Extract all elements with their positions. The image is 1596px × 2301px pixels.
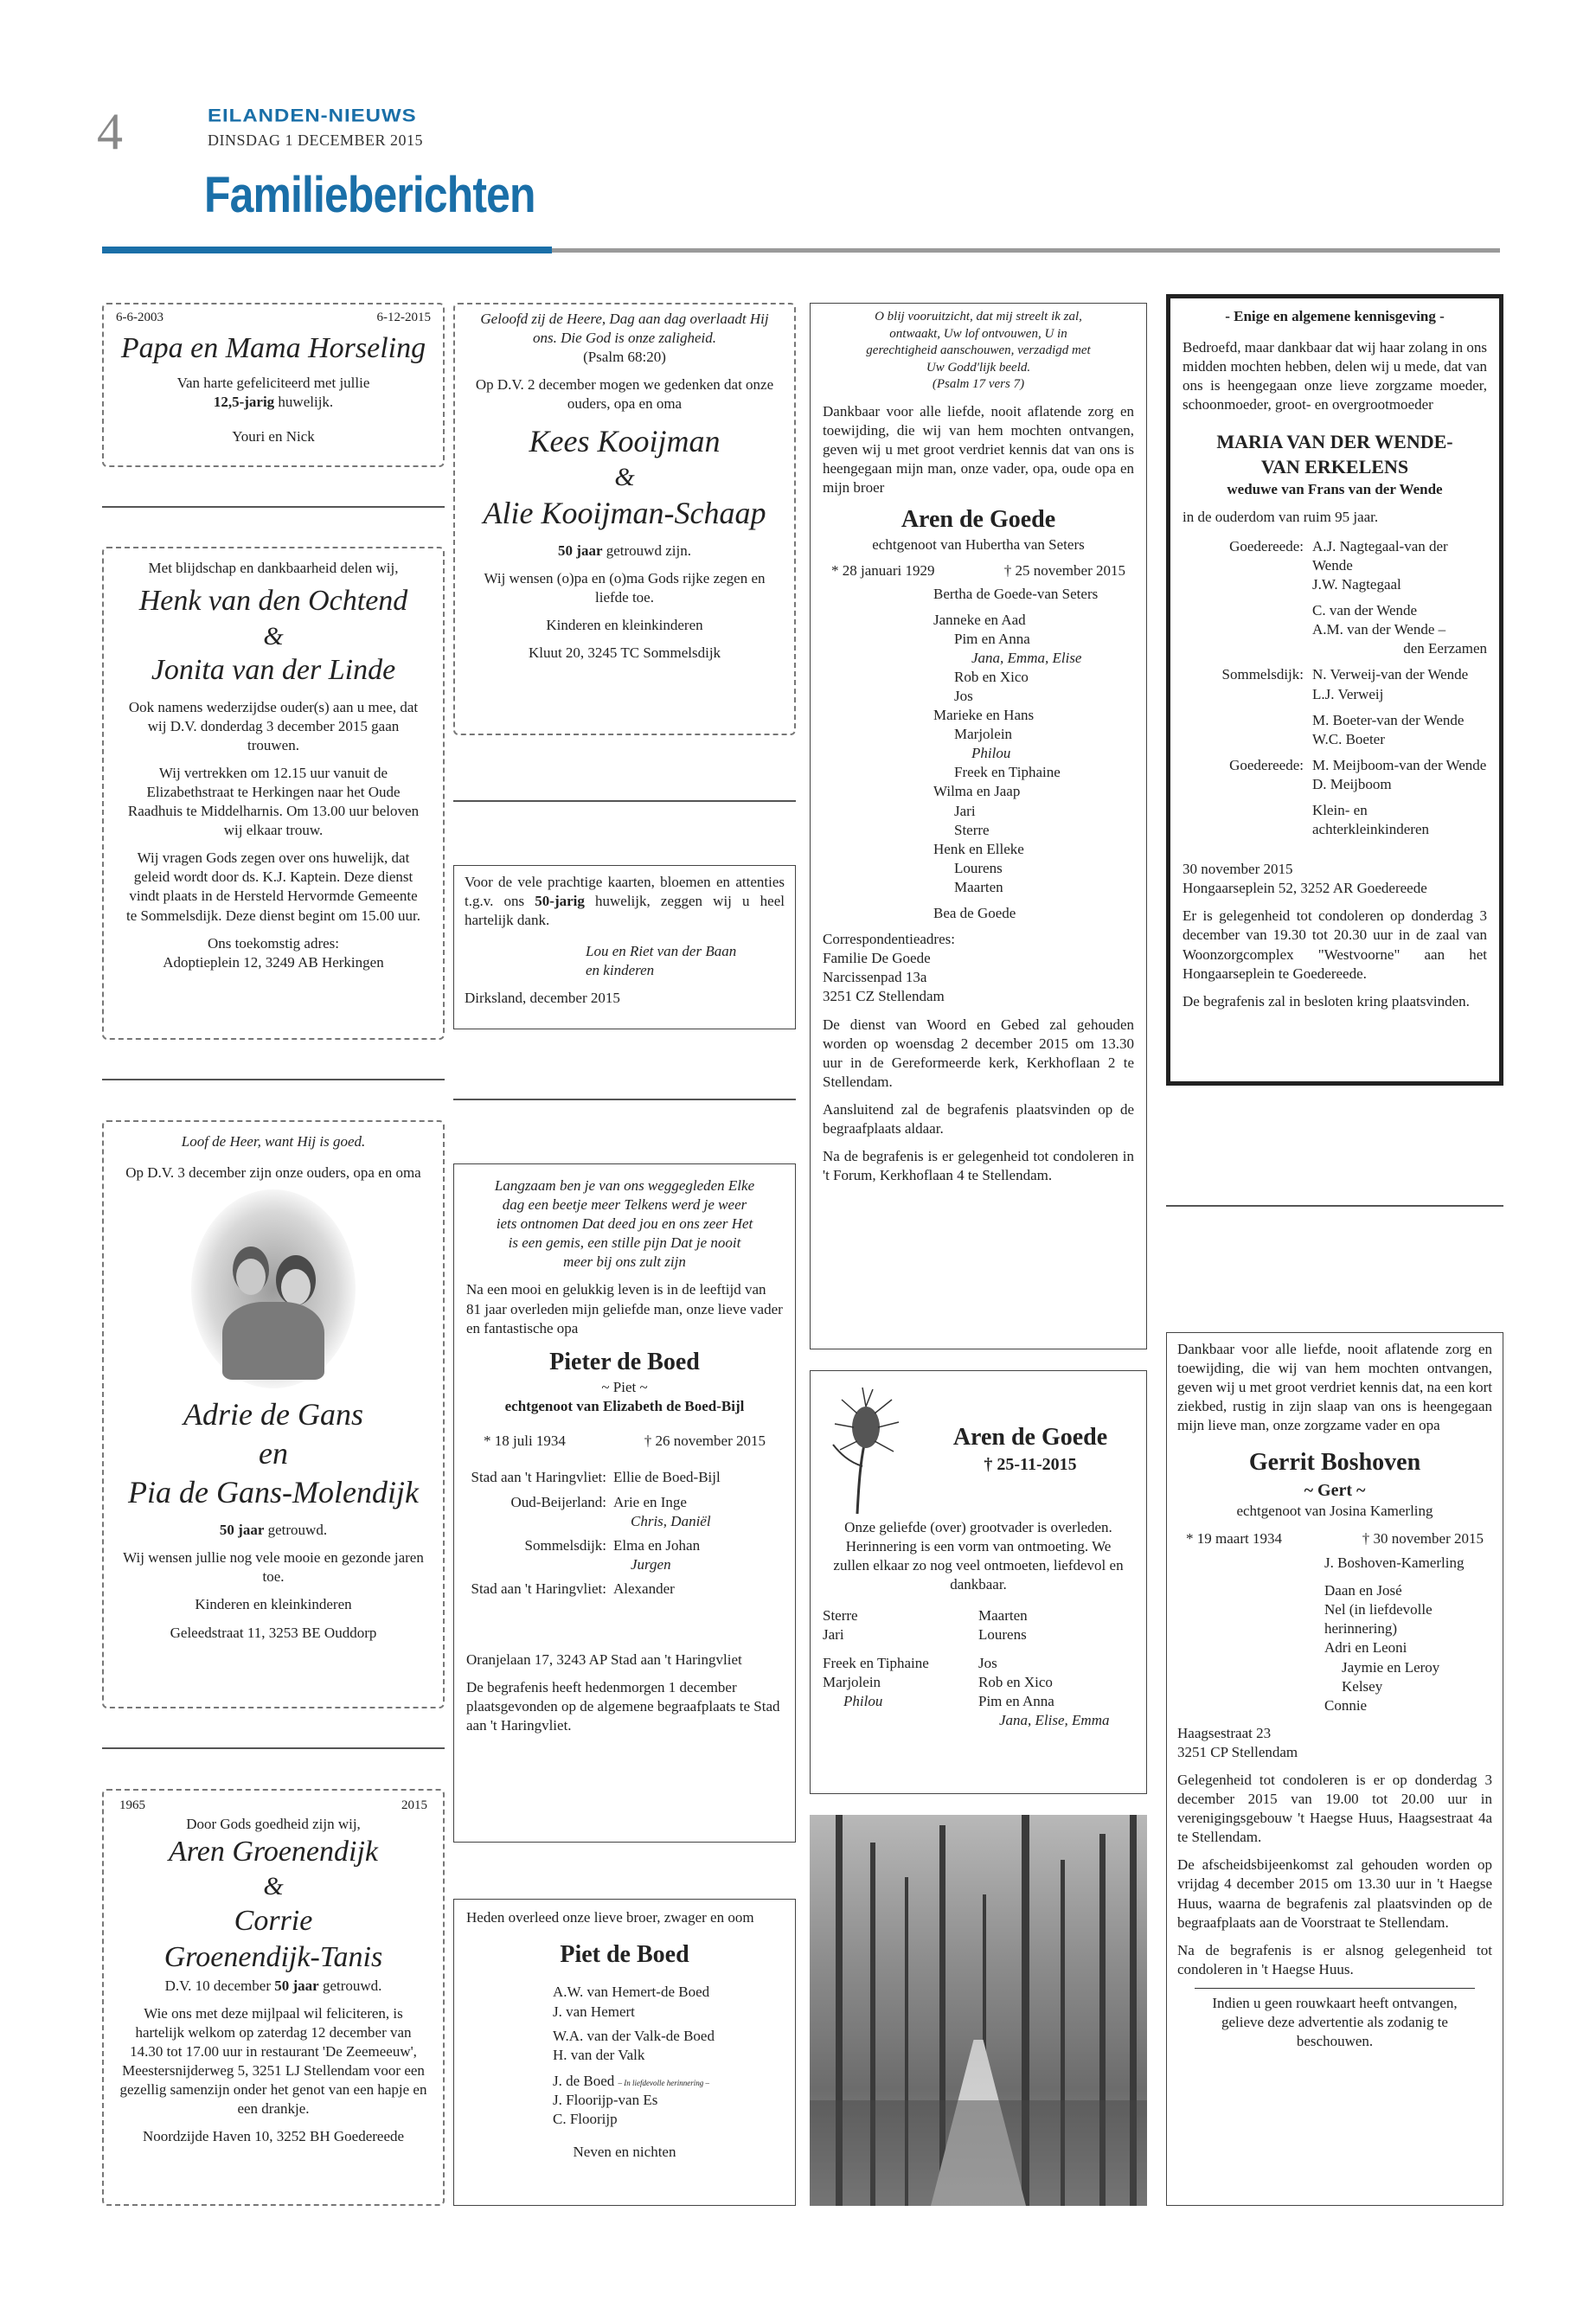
family-place: Stad aan 't Haringvliet: — [471, 1469, 606, 1486]
ad-verse-ref: (Psalm 17 vers 7) — [932, 377, 1025, 391]
family-member: Janneke en Aad — [933, 611, 1026, 628]
deceased-name: Gerrit Boshoven — [1248, 1449, 1421, 1477]
ad-signature: Lou en Riet van der Baan — [586, 943, 737, 960]
family-member: Freek en Tiphaine — [954, 764, 1061, 781]
ad-address: Geleedstraat 11, 3253 BE Ouddorp — [170, 1624, 377, 1641]
corr-line: Familie De Goede — [823, 950, 931, 967]
ad-name-2: Alie Kooijman-Schaap — [483, 495, 766, 530]
family-member: J. Floorijp-van Es — [553, 2091, 658, 2108]
ad-heading: - Enige en algemene kennisgeving - — [1225, 308, 1445, 324]
ad-signature: Neven en nichten — [573, 2144, 676, 2161]
ad-text: huwelijk, zeggen wij u heel hartelijk dank. — [465, 893, 785, 929]
family-member: Lourens — [954, 859, 1003, 876]
family-place: Sommelsdijk: — [524, 1536, 606, 1554]
ad-text: getrouwd. — [322, 1977, 382, 1994]
ad-degans — [102, 1120, 445, 1708]
ad-van-der-wende — [1166, 294, 1503, 1086]
family-member: Daan en José — [1324, 1582, 1402, 1599]
family-member: Henk en Elleke — [933, 840, 1024, 857]
ad-aren-de-goede — [810, 303, 1147, 1349]
ad-paragraph: Wij vertrekken om 12.15 uur vanuit de Elizabethstraat te Herkingen naar het Oude Raadhuis te Middelharnis. Om 13.00 uur beloven wij elkaar trouw. — [127, 764, 420, 839]
death-date: † 25-11-2015 — [984, 1455, 1077, 1475]
ad-years: 50-jarig — [535, 893, 585, 910]
ad-intro: Heden overleed onze lieve broer, zwager en oom — [466, 1909, 754, 1926]
family-member: H. van der Valk — [553, 2046, 645, 2063]
family-member: Bertha de Goede-van Seters — [933, 585, 1099, 602]
family-names: Klein- en achterkleinkinderen — [1312, 801, 1429, 838]
divider — [102, 1079, 445, 1080]
ad-wedding — [102, 547, 445, 1040]
grandchild: Philou — [843, 1692, 883, 1709]
ad-address: Haagsestraat 23 — [1177, 1724, 1272, 1741]
grandchild: Jana, Elise, Emma — [999, 1711, 1110, 1728]
divider — [102, 1747, 445, 1749]
family-member: Jaymie en Leroy — [1342, 1658, 1440, 1676]
grandchild: Sterre — [823, 1607, 858, 1625]
ad-intro: Dankbaar voor alle liefde, nooit aflatende zorg en toewijding, die wij van hem mochten ontvangen, geven wij u met groot verdriet kennis dat, na een kort ziekbed, rustig in zijn slaap van ons is heengegaan mijn lieve man, onze zorgzame vader en opa — [1177, 1341, 1492, 1434]
family-member: Connie — [1324, 1696, 1368, 1714]
born-date: * 18 juli 1934 — [484, 1433, 566, 1450]
family-names: A.M. van der Wende – — [1312, 621, 1446, 638]
family-member: A.W. van Hemert-de Boed — [553, 1984, 710, 2001]
ad-burial: De begrafenis zal in besloten kring plaatsvinden. — [1183, 992, 1470, 1009]
ad-wish: Wij wensen (o)pa en (o)ma Gods rijke zegen en liefde toe. — [484, 570, 766, 606]
ad-signature-2: en kinderen — [586, 962, 655, 979]
ad-verse: Loof de Heer, want Hij is goed. — [181, 1133, 366, 1150]
ad-text: getrouwd zijn. — [606, 542, 691, 559]
widow-line: weduwe van Frans van der Wende — [1227, 480, 1443, 497]
ad-burial: De begrafenis heeft hedenmorgen 1 december plaatsgevonden op de algemene begraafplaats te Stad aan 't Haringvliet. — [466, 1679, 780, 1734]
family-names: A.J. Nagtegaal-van der Wende — [1312, 537, 1448, 574]
ad-signature: Kinderen en kleinkinderen — [546, 617, 703, 634]
born-date: * 19 maart 1934 — [1186, 1529, 1282, 1547]
ad-date: 30 november 2015 — [1183, 861, 1293, 878]
family-member: Jari — [954, 802, 976, 819]
header-rule-gray — [552, 248, 1500, 253]
ad-text: D.V. 10 december — [164, 1977, 271, 1994]
family-member: J. de Boed — [553, 2072, 615, 2089]
ad-name-1: Henk van den Ochtend — [138, 585, 408, 618]
family-member: Jos — [954, 688, 973, 705]
ad-address-label: Ons toekomstig adres: — [207, 934, 340, 952]
ad-intro: Bedroefd, maar dankbaar dat wij haar zolang in ons midden mochten hebben, delen wij u mede, dat van ons is heengegaan onze lieve zorgzame moeder, schoonmoeder, groot- en overgrootmoeder — [1183, 339, 1487, 413]
family-names: D. Meijboom — [1312, 775, 1392, 792]
family-place: Goedereede: — [1229, 537, 1304, 554]
deceased-name: Pieter de Boed — [549, 1348, 700, 1375]
deceased-name: MARIA VAN DER WENDE- — [1216, 431, 1453, 453]
ad-age: in de ouderdom van ruim 95 jaar. — [1183, 508, 1379, 525]
ad-invite: Wie ons met deze mijlpaal wil feliciteren, is hartelijk welkom op zaterdag 12 december van 14.30 tot 17.00 uur in restaurant 'De Zeemeeuw', Meestersnijderweg 5, 3251 LJ Stellendam voor een gezellig samenzijn onder het genot van een hapje en een drankje. — [119, 2004, 427, 2118]
ad-wish: Wij wensen jullie nog vele mooie en gezonde jaren toe. — [123, 1549, 424, 1586]
newspaper-logo: EILANDEN-NIEUWS — [208, 105, 417, 126]
family-member: Rob en Xico — [954, 668, 1029, 685]
family-names: J.W. Nagtegaal — [1312, 576, 1401, 593]
family-names: L.J. Verweij — [1312, 685, 1384, 702]
thistle-icon — [823, 1384, 918, 1514]
ad-name-2: Corrie — [234, 1904, 313, 1937]
ad-address: Kluut 20, 3245 TC Sommelsdijk — [528, 644, 721, 662]
ad-name-1: Aren Groenendijk — [168, 1835, 379, 1868]
ad-place: Dirksland, december 2015 — [465, 990, 620, 1007]
spouse-line: echtgenoot van Hubertha van Seters — [872, 536, 1085, 554]
ad-burial: Aansluitend zal de begrafenis plaatsvinden op de begraafplaats aldaar. — [823, 1100, 1134, 1137]
family-names: M. Boeter-van der Wende — [1312, 711, 1465, 728]
ad-address: Hongaarseplein 52, 3252 AR Goedereede — [1183, 880, 1427, 897]
date-right: 6-12-2015 — [376, 311, 431, 324]
grandchild: Jos — [978, 1654, 997, 1671]
grandchild: Freek en Tiphaine — [823, 1654, 929, 1671]
ad-farewell: De afscheidsbijeenkomst zal gehouden worden op vrijdag 4 december 2015 om 13.30 uur in 't Haegse Huus, waarna de begrafenis zal plaatsvinden op de begraafplaats aan de Voorstraat te Stellendam. — [1177, 1856, 1492, 1931]
grandchild: Marjolein — [823, 1673, 881, 1690]
family-place: Goedereede: — [1229, 756, 1304, 773]
ad-kooijman — [453, 303, 796, 735]
ad-note: Indien u geen rouwkaart heeft ontvangen, gelieve deze advertentie als zodanig te beschouwen. — [1195, 1988, 1475, 2051]
grandchild: Lourens — [978, 1626, 1027, 1644]
born-date: * 28 januari 1929 — [831, 562, 935, 580]
family-names: den Eerzamen — [1403, 640, 1487, 657]
ad-gerrit-boshoven — [1166, 1332, 1503, 2206]
family-names: Alexander — [613, 1580, 675, 1597]
deceased-name: Aren de Goede — [952, 1423, 1108, 1451]
spouse-line: echtgenoot van Elizabeth de Boed-Bijl — [504, 1398, 745, 1415]
ad-condole: Gelegenheid tot condoleren is er op donderdag 3 december 2015 van 19.00 tot 20.00 uur in verenigingsgebouw 't Haegse Huus, Haagsestraat 4a te Stellendam. — [1177, 1771, 1492, 1846]
ad-piet-de-boed — [453, 1899, 796, 2206]
ad-years: 12,5-jarig — [213, 394, 275, 411]
ad-name-2b: Groenendijk-Tanis — [163, 1941, 383, 1974]
ad-intro: Op D.V. 2 december mogen we gedenken dat onze ouders, opa en oma — [475, 376, 774, 413]
family-member: Pim en Anna — [954, 630, 1030, 647]
header-rule-blue — [102, 247, 552, 253]
section-title: Familieberichten — [204, 167, 535, 223]
family-names: Ellie de Boed-Bijl — [613, 1469, 721, 1486]
family-names: C. van der Wende — [1312, 602, 1418, 619]
ad-en: en — [259, 1436, 288, 1471]
grandchild: Maarten — [978, 1607, 1028, 1625]
family-place: Stad aan 't Haringvliet: — [471, 1580, 606, 1597]
ad-address: Oranjelaan 17, 3243 AP Stad aan 't Haringvliet — [466, 1650, 742, 1668]
ad-paragraph: Wij vragen Gods zegen over ons huwelijk, dat geleid wordt door ds. K.J. Kaptein. Deze dienst vindt plaats in de Hersteld Hervormde Gemeente te Sommelsdijk. Deze dienst begint om 15.00 uur. — [126, 849, 420, 924]
grandchild: Pim en Anna — [978, 1692, 1054, 1709]
ad-years: 50 jaar — [558, 542, 603, 559]
spouse-line: echtgenoot van Josina Kamerling — [1236, 1502, 1433, 1519]
ad-signature: Kinderen en kleinkinderen — [195, 1596, 352, 1613]
family-member: Marjolein — [954, 726, 1013, 743]
divider — [1166, 1205, 1503, 1207]
corr-line: 3251 CZ Stellendam — [823, 988, 945, 1005]
ad-text: Voor de vele prachtige kaarten, bloemen en attenties t.g.v. ons — [465, 874, 785, 910]
grandchild: Rob en Xico — [978, 1673, 1053, 1690]
deceased-nickname: ~ Gert ~ — [1304, 1480, 1366, 1500]
ad-intro: Met blijdschap en dankbaarheid delen wij, — [148, 560, 399, 576]
ad-text: getrouwd. — [267, 1522, 328, 1539]
ad-verse-ref: (Psalm 68:20) — [583, 349, 666, 366]
ad-signature: Youri en Nick — [232, 428, 315, 445]
ad-intro: Na een mooi en gelukkig leven is in de leeftijd van 81 jaar overleden mijn geliefde man, onze lieve vader en fantastische opa — [466, 1281, 783, 1336]
death-date: † 30 november 2015 — [1362, 1529, 1484, 1547]
family-member: Philou — [971, 745, 1011, 762]
divider — [102, 506, 445, 508]
ad-poem: O blij vooruitzicht, dat mij streelt ik zal, ontwaakt, Uw lof ontvouwen, U in gerechtigheid aanschouwen, verzadigd met Uw Godd'lijk beeld. — [866, 310, 1091, 375]
ad-pieter-de-boed — [453, 1163, 796, 1843]
year-right: 2015 — [401, 1798, 427, 1812]
deceased-name: Piet de Boed — [560, 1941, 689, 1969]
family-member: Kelsey — [1342, 1677, 1383, 1695]
family-names: Chris, Daniël — [631, 1512, 711, 1529]
ad-years: 50 jaar — [219, 1522, 265, 1539]
family-member: Adri en Leoni — [1324, 1639, 1407, 1657]
death-date: † 25 november 2015 — [1003, 562, 1125, 580]
ad-name-1: Kees Kooijman — [529, 424, 721, 459]
forest-photo — [810, 1815, 1147, 2206]
ad-groenendijk — [102, 1789, 445, 2206]
ad-address: Adoptieplein 12, 3249 AB Herkingen — [163, 953, 384, 971]
family-member: J. van Hemert — [553, 2003, 635, 2020]
ad-intro: Op D.V. 3 december zijn onze ouders, opa en oma — [125, 1164, 421, 1182]
family-member: W.A. van der Valk-de Boed — [553, 2027, 715, 2044]
family-place: Oud-Beijerland: — [510, 1493, 606, 1510]
death-date: † 26 november 2015 — [644, 1433, 766, 1450]
ad-address: Noordzijde Haven 10, 3252 BH Goedereede — [142, 2128, 405, 2145]
ad-name-2: Pia de Gans-Molendijk — [128, 1475, 419, 1510]
family-member: Sterre — [954, 821, 990, 838]
family-member: J. Boshoven-Kamerling — [1324, 1554, 1465, 1572]
ad-intro: Dankbaar voor alle liefde, nooit aflatende zorg en toewijding, die wij van hem mochten ontvangen, geven wij u met groot verdriet kennis dat van ons is heengegaan mijn man, onze vader, opa, oude opa en mijn broer — [823, 402, 1134, 496]
ad-service: De dienst van Woord en Gebed zal gehouden worden op woensdag 2 december 2015 om 13.30 uur in de Gereformeerde kerk, Kerkhoflaan 2 te Stellendam. — [823, 1016, 1134, 1090]
family-names: Elma en Johan — [613, 1536, 701, 1554]
ad-title: Papa en Mama Horseling — [120, 331, 426, 364]
memory-note: – In liefdevolle herinnering – — [618, 2078, 710, 2087]
corr-line: Narcissenpad 13a — [823, 969, 927, 986]
divider — [453, 1099, 796, 1100]
ad-name-2: Jonita van der Linde — [151, 654, 396, 687]
date-left: 6-6-2003 — [116, 311, 163, 324]
family-member: Marieke en Hans — [933, 707, 1035, 724]
ad-aren-de-goede-2 — [810, 1370, 1147, 1794]
ad-amp: & — [263, 621, 284, 651]
deceased-name-2: VAN ERKELENS — [1260, 456, 1409, 478]
ad-condole: Er is gelegenheid tot condoleren op donderdag 3 december van 19.30 tot 20.30 uur in de zaal van Woonzorgcomplex "Westvoorne" aan het Hongaarseplein te Goedereede. — [1183, 907, 1487, 982]
family-member: Nel (in liefdevolle herinnering) — [1324, 1601, 1433, 1638]
ad-name-1: Adrie de Gans — [183, 1397, 363, 1433]
ad-after: Na de begrafenis is er alsnog gelegenheid tot condoleren in 't Haegse Huus. — [1177, 1941, 1492, 1977]
deceased-name: Aren de Goede — [901, 505, 1056, 533]
ad-text: Van harte gefeliciteerd met jullie — [176, 375, 370, 391]
family-place: Sommelsdijk: — [1221, 666, 1304, 683]
ad-text: Onze geliefde (over) grootvader is overleden. Herinnering is een vorm van ontmoeting. We zullen elkaar zo nog veel ontmoeten, liefdevol en dankbaar. — [833, 1519, 1124, 1593]
family-names: W.C. Boeter — [1312, 730, 1385, 747]
page-number: 4 — [97, 103, 123, 160]
ad-horseling — [102, 303, 445, 467]
grandchild: Jari — [823, 1626, 844, 1644]
ad-condole: Na de begrafenis is er gelegenheid tot condoleren in 't Forum, Kerkhoflaan 4 te Stellendam. — [823, 1148, 1134, 1184]
family-names: Arie en Inge — [613, 1493, 687, 1510]
family-member: Maarten — [954, 878, 1003, 895]
family-member: Wilma en Jaap — [933, 783, 1021, 800]
ad-years: 50 jaar — [274, 1977, 319, 1994]
year-left: 1965 — [119, 1798, 145, 1812]
ad-amp: & — [614, 463, 635, 492]
family-names: N. Verweij-van der Wende — [1312, 666, 1469, 683]
family-member: Jana, Emma, Elise — [971, 649, 1082, 666]
ad-address-2: 3251 CP Stellendam — [1177, 1743, 1298, 1760]
divider — [453, 800, 796, 802]
ad-thanks — [453, 865, 796, 1029]
ad-amp: & — [263, 1872, 284, 1901]
family-names: Jurgen — [631, 1555, 671, 1573]
corr-label: Correspondentieadres: — [823, 931, 955, 948]
issue-date: DINSDAG 1 DECEMBER 2015 — [208, 131, 424, 149]
deceased-nickname: ~ Piet ~ — [601, 1379, 648, 1396]
ad-verse: Geloofd zij de Heere, Dag aan dag overlaadt Hij ons. Die God is onze zaligheid. — [480, 311, 769, 347]
ad-intro: Door Gods goedheid zijn wij, — [186, 1815, 361, 1832]
couple-photo — [191, 1189, 356, 1388]
ad-paragraph: Ook namens wederzijdse ouder(s) aan u mee, dat wij D.V. donderdag 3 december 2015 gaan trouwen. — [128, 698, 419, 753]
family-member: Bea de Goede — [933, 905, 1016, 922]
family-member: C. Floorijp — [553, 2111, 618, 2128]
ad-poem: Langzaam ben je van ons weggegleden Elke dag een beetje meer Telkens werd je weer iets ontnomen Dat deed jou en ons zeer Het is een gemis, een stille pijn Dat je nooit meer bij ons zult zijn — [494, 1177, 755, 1271]
family-names: M. Meijboom-van der Wende — [1312, 756, 1487, 773]
ad-text: huwelijk. — [278, 394, 334, 411]
